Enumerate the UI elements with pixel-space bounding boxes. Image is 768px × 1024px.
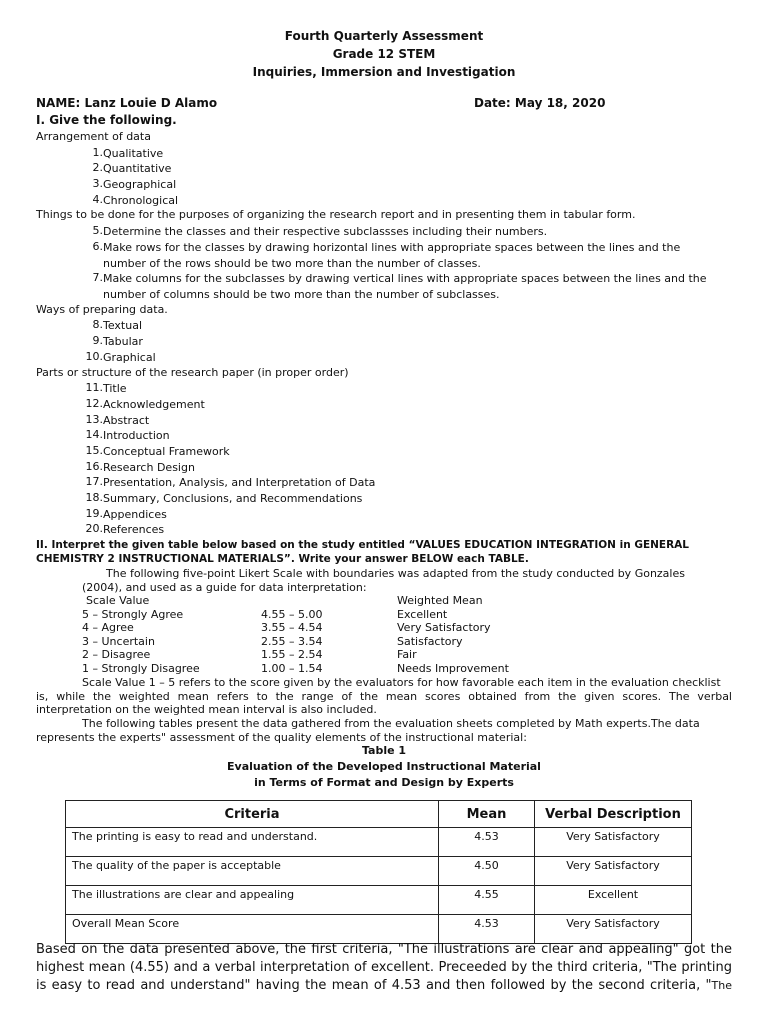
table1-caption-line1: Evaluation of the Developed Instructional Material	[227, 760, 541, 773]
scale-header: Scale Value	[86, 594, 150, 607]
section2-title-line1: II. Interpret the given table below based on the study entitled “VALUES EDUCATION INTEGRATION in GENERAL	[36, 539, 689, 551]
mean-range: 1.00 – 1.54	[261, 662, 323, 675]
criteria-cell: The quality of the paper is acceptable	[66, 857, 439, 886]
answer-paragraph	[36, 941, 732, 995]
verbal-cell: Very Satisfactory	[535, 828, 692, 857]
section2-title-line2: CHEMISTRY 2 INSTRUCTIONAL MATERIALS”. Write your answer BELOW each TABLE.	[36, 553, 529, 565]
list-item: 14. Introduction	[85, 428, 170, 442]
list-item: 1. Qualitative	[92, 146, 164, 160]
student-name: NAME: Lanz Louie D Alamo	[36, 96, 218, 110]
assessment-date: Date: May 18, 2020	[474, 96, 606, 110]
list-item: 16. Research Design	[85, 460, 195, 474]
tables-intro-line1: The following tables present the data gathered from the evaluation sheets completed by Math experts.The data	[82, 717, 700, 730]
mean-range: 1.55 – 2.54	[261, 648, 323, 661]
tables-intro-line2: represents the experts" assessment of the quality elements of the instructional material:	[36, 731, 527, 744]
likert-intro-line1: The following five-point Likert Scale with boundaries was adapted from the study conducted by Gonzales	[106, 567, 685, 580]
mean-cell: 4.53	[439, 915, 535, 944]
list-item: 3. Geographical	[92, 177, 177, 191]
arrangement-label: Arrangement of data	[36, 130, 151, 143]
table-row	[66, 886, 692, 915]
scale-note-line3: interpretation on the weighted mean interval is also included.	[36, 703, 377, 716]
table1-label: Table 1	[361, 744, 407, 757]
scale-value: 2 – Disagree	[82, 648, 151, 661]
list-item: 9. Tabular	[92, 334, 143, 348]
weighted-mean-header: Weighted Mean	[397, 594, 483, 607]
doc-header	[0, 27, 768, 81]
parts-label: Parts or structure of the research paper (in proper order)	[36, 366, 349, 379]
criteria-cell: The illustrations are clear and appealing	[66, 886, 439, 915]
verbal-desc: Excellent	[397, 608, 448, 621]
criteria-cell: The printing is easy to read and understand.	[66, 828, 439, 857]
answer-line3-tail: The	[711, 979, 732, 992]
section1-title: I. Give the following.	[36, 113, 177, 127]
mean-range: 4.55 – 5.00	[261, 608, 323, 621]
list-item: 7. Make columns for the subclasses by drawing vertical lines with appropriate spaces between the lines and the number of columns should be two more than the number of subclasses.	[92, 271, 707, 301]
verbal-cell: Excellent	[535, 886, 692, 915]
list-item: 12. Acknowledgement	[85, 397, 205, 411]
answer-line3	[36, 977, 732, 995]
mean-cell: 4.55	[439, 886, 535, 915]
mean-cell: 4.53	[439, 828, 535, 857]
answer-line3-text: is easy to read and understand" having the mean of 4.53 and then followed by the second criteria, "	[36, 978, 712, 993]
list-item: 10. Graphical	[85, 350, 156, 364]
verbal-desc: Fair	[397, 648, 417, 661]
verbal-cell: Very Satisfactory	[535, 857, 692, 886]
list-item: 2. Quantitative	[92, 161, 172, 175]
list-item: 11. Title	[85, 381, 127, 395]
mean-range: 2.55 – 3.54	[261, 635, 323, 648]
table-row	[66, 828, 692, 857]
verbal-desc: Satisfactory	[397, 635, 463, 648]
criteria-header: Criteria	[66, 801, 439, 828]
header-subject: Inquiries, Immersion and Investigation	[252, 65, 516, 79]
header-title: Fourth Quarterly Assessment	[284, 29, 484, 43]
verbal-cell: Very Satisfactory	[535, 915, 692, 944]
table-row	[66, 915, 692, 944]
scale-note-line1: Scale Value 1 – 5 refers to the score given by the evaluators for how favorable each item in the evaluation checklist	[82, 676, 721, 689]
verbal-desc: Needs Improvement	[397, 662, 509, 675]
list-item: 13. Abstract	[85, 413, 150, 427]
list-item: 5. Determine the classes and their respective subclassses including their numbers.	[92, 224, 548, 238]
list-item: 4. Chronological	[92, 193, 179, 207]
scale-value: 3 – Uncertain	[82, 635, 155, 648]
scale-value: 5 – Strongly Agree	[82, 608, 184, 621]
criteria-cell: Overall Mean Score	[66, 915, 439, 944]
table1	[65, 800, 692, 944]
table-row	[66, 857, 692, 886]
scale-value: 1 – Strongly Disagree	[82, 662, 200, 675]
mean-cell: 4.50	[439, 857, 535, 886]
list-item: 17. Presentation, Analysis, and Interpretation of Data	[85, 475, 376, 489]
answer-line1: Based on the data presented above, the first criteria, "The illustrations are clear and appealing" got the	[36, 942, 732, 957]
header-grade: Grade 12 STEM	[332, 47, 436, 61]
table1-caption-line2: in Terms of Format and Design by Experts	[254, 776, 514, 789]
mean-range: 3.55 – 4.54	[261, 621, 323, 634]
mean-header: Mean	[439, 801, 535, 828]
likert-intro-line2: (2004), and used as a guide for data interpretation:	[82, 581, 367, 594]
verbal-header: Verbal Description	[535, 801, 692, 828]
scale-note-line2: is, while the weighted mean refers to the range of the mean scores obtained from the given scores. The verbal	[36, 690, 732, 703]
list-item: 6. Make rows for the classes by drawing horizontal lines with appropriate spaces between the lines and the number of the rows should be two more than the number of classes.	[92, 240, 681, 270]
list-item: 8. Textual	[92, 318, 143, 332]
list-item: 19. Appendices	[85, 507, 167, 521]
scale-value: 4 – Agree	[82, 621, 134, 634]
things-label: Things to be done for the purposes of organizing the research report and in presenting them in tabular form.	[36, 208, 636, 221]
ways-label: Ways of preparing data.	[36, 303, 168, 316]
list-item: 15. Conceptual Framework	[85, 444, 230, 458]
list-item: 18. Summary, Conclusions, and Recommendations	[85, 491, 363, 505]
list-item: 20. References	[85, 522, 165, 536]
verbal-desc: Very Satisfactory	[397, 621, 491, 634]
table-header-row	[66, 801, 692, 828]
answer-line2: highest mean (4.55) and a verbal interpretation of excellent. Preceeded by the third criteria, "The printing	[36, 960, 732, 975]
